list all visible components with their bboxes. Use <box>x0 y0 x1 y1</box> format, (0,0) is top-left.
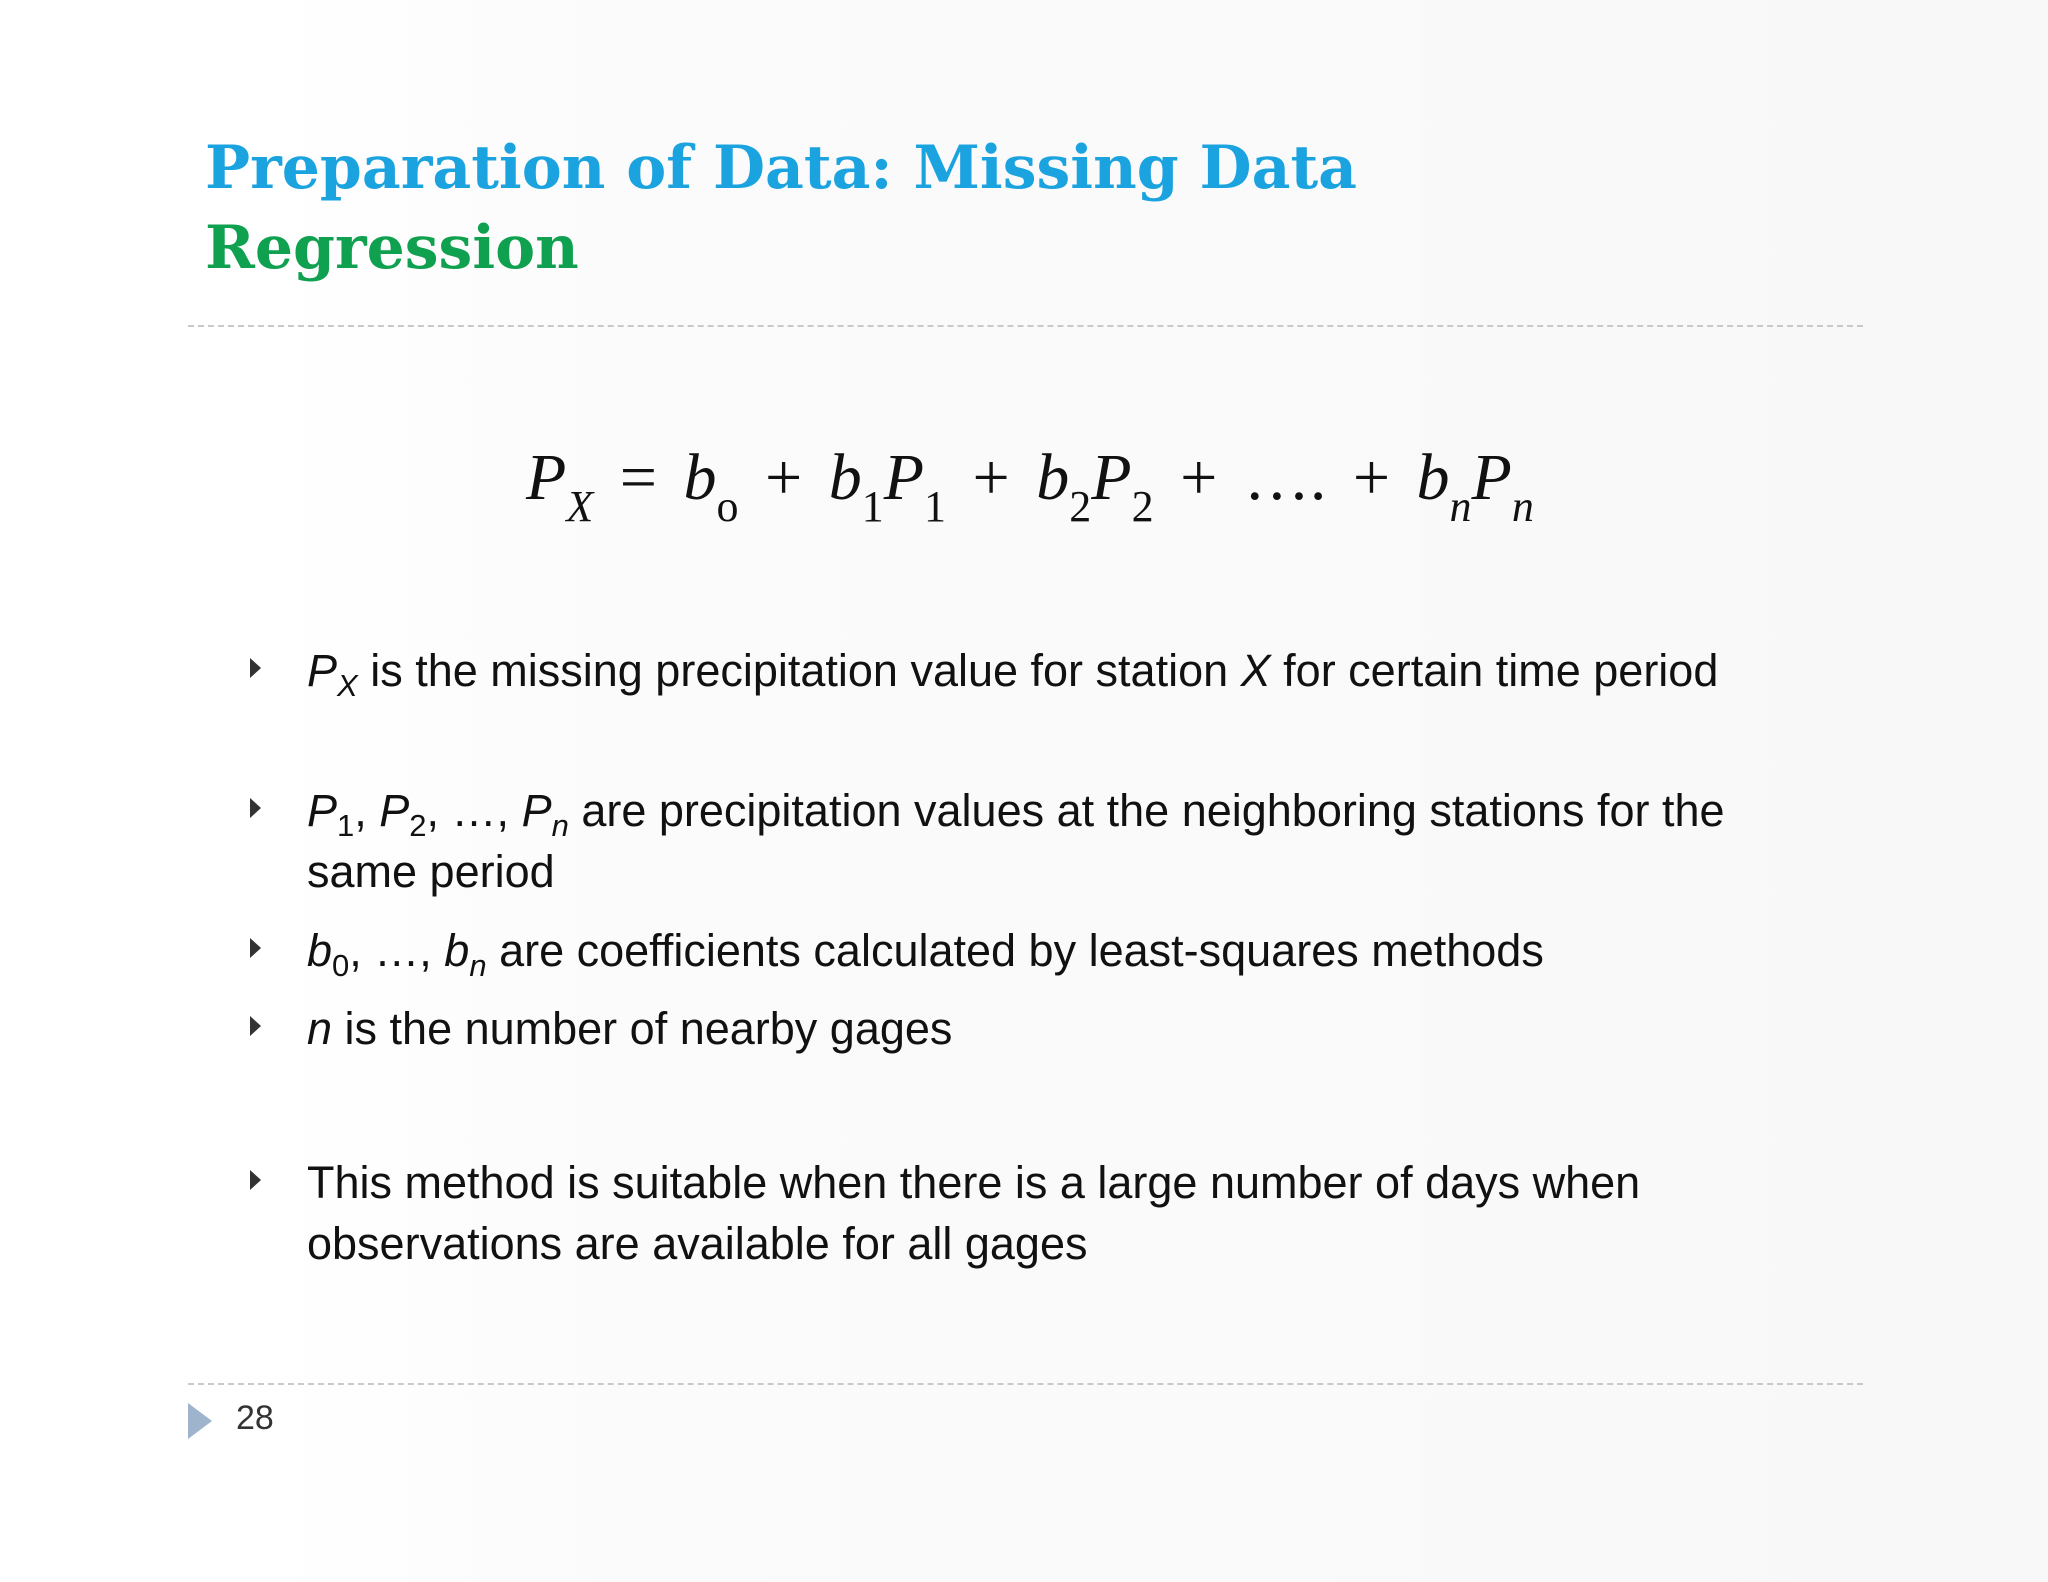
var-p1: P <box>307 785 338 836</box>
eq-equals: = <box>619 441 657 514</box>
top-divider <box>188 325 1863 327</box>
var-n: n <box>307 1003 333 1054</box>
eq-term0-sub: o <box>716 482 739 531</box>
bullet-arrow-icon <box>250 798 261 818</box>
bullet-text <box>307 780 1767 902</box>
eq-lhs: P <box>526 441 567 514</box>
var-p: P <box>307 645 338 696</box>
eq-plus: + <box>972 441 1010 514</box>
eq-termn-coef: b <box>1416 441 1450 514</box>
eq-termn-coef-sub: n <box>1449 482 1472 531</box>
var-bn-sub: n <box>469 948 487 983</box>
bullet-text: This method is suitable when there is a large number of days when observations are available for all gages <box>307 1157 1641 1269</box>
bullet-arrow-icon <box>250 1170 261 1190</box>
eq-term1-coef-sub: 1 <box>861 482 884 531</box>
var-p2: P <box>379 785 410 836</box>
bullet-text-part: are coefficients calculated by least-squares methods <box>486 925 1544 976</box>
separator: , <box>354 785 380 836</box>
eq-ellipsis: …. <box>1243 441 1327 514</box>
var-station: X <box>1240 645 1271 696</box>
eq-termn-var: P <box>1471 441 1512 514</box>
title-line-sub: Regression <box>205 213 579 283</box>
eq-term2-coef: b <box>1036 441 1070 514</box>
eq-term2-var-sub: 2 <box>1131 482 1154 531</box>
eq-term2-var: P <box>1091 441 1132 514</box>
bullet-text <box>307 998 1767 1059</box>
eq-plus: + <box>764 441 803 514</box>
eq-termn-var-sub: n <box>1511 482 1534 531</box>
eq-plus: + <box>1180 441 1218 514</box>
eq-plus: + <box>1352 441 1391 514</box>
eq-term1-var: P <box>883 441 925 514</box>
eq-term2-coef-sub: 2 <box>1069 482 1092 531</box>
var-bn: b <box>444 925 470 976</box>
footer-arrow-icon <box>188 1403 212 1439</box>
separator: , …, <box>426 785 522 836</box>
bullet-text-part: are precipitation values at the neighboring stations for the same period <box>307 785 1725 897</box>
var-p-sub: X <box>337 668 358 703</box>
eq-term0: b <box>683 441 717 514</box>
eq-term1-var-sub: 1 <box>924 482 947 531</box>
var-b0: b <box>307 925 333 976</box>
page-number: 28 <box>236 1399 274 1437</box>
var-pn: P <box>521 785 552 836</box>
bullet-arrow-icon <box>250 938 261 958</box>
eq-lhs-sub: X <box>566 482 594 531</box>
bottom-divider <box>188 1383 1863 1385</box>
bullet-text <box>307 920 1767 981</box>
eq-term1-coef: b <box>828 441 862 514</box>
regression-equation <box>526 440 1626 550</box>
var-b0-sub: 0 <box>332 948 350 983</box>
separator: , …, <box>349 925 445 976</box>
var-p2-sub: 2 <box>409 808 427 843</box>
title-line-main: Preparation of Data: Missing Data <box>205 133 1358 203</box>
var-pn-sub: n <box>551 808 569 843</box>
bullet-text <box>307 640 1767 701</box>
bullet-arrow-icon <box>250 1016 261 1036</box>
slide-title <box>205 128 1805 288</box>
bullet-text-part: is the missing precipitation value for station <box>357 645 1241 696</box>
bullet-text-part: is the number of nearby gages <box>332 1003 953 1054</box>
bullet-text-part: for certain time period <box>1270 645 1719 696</box>
var-p1-sub: 1 <box>337 808 355 843</box>
bullet-arrow-icon <box>250 658 261 678</box>
